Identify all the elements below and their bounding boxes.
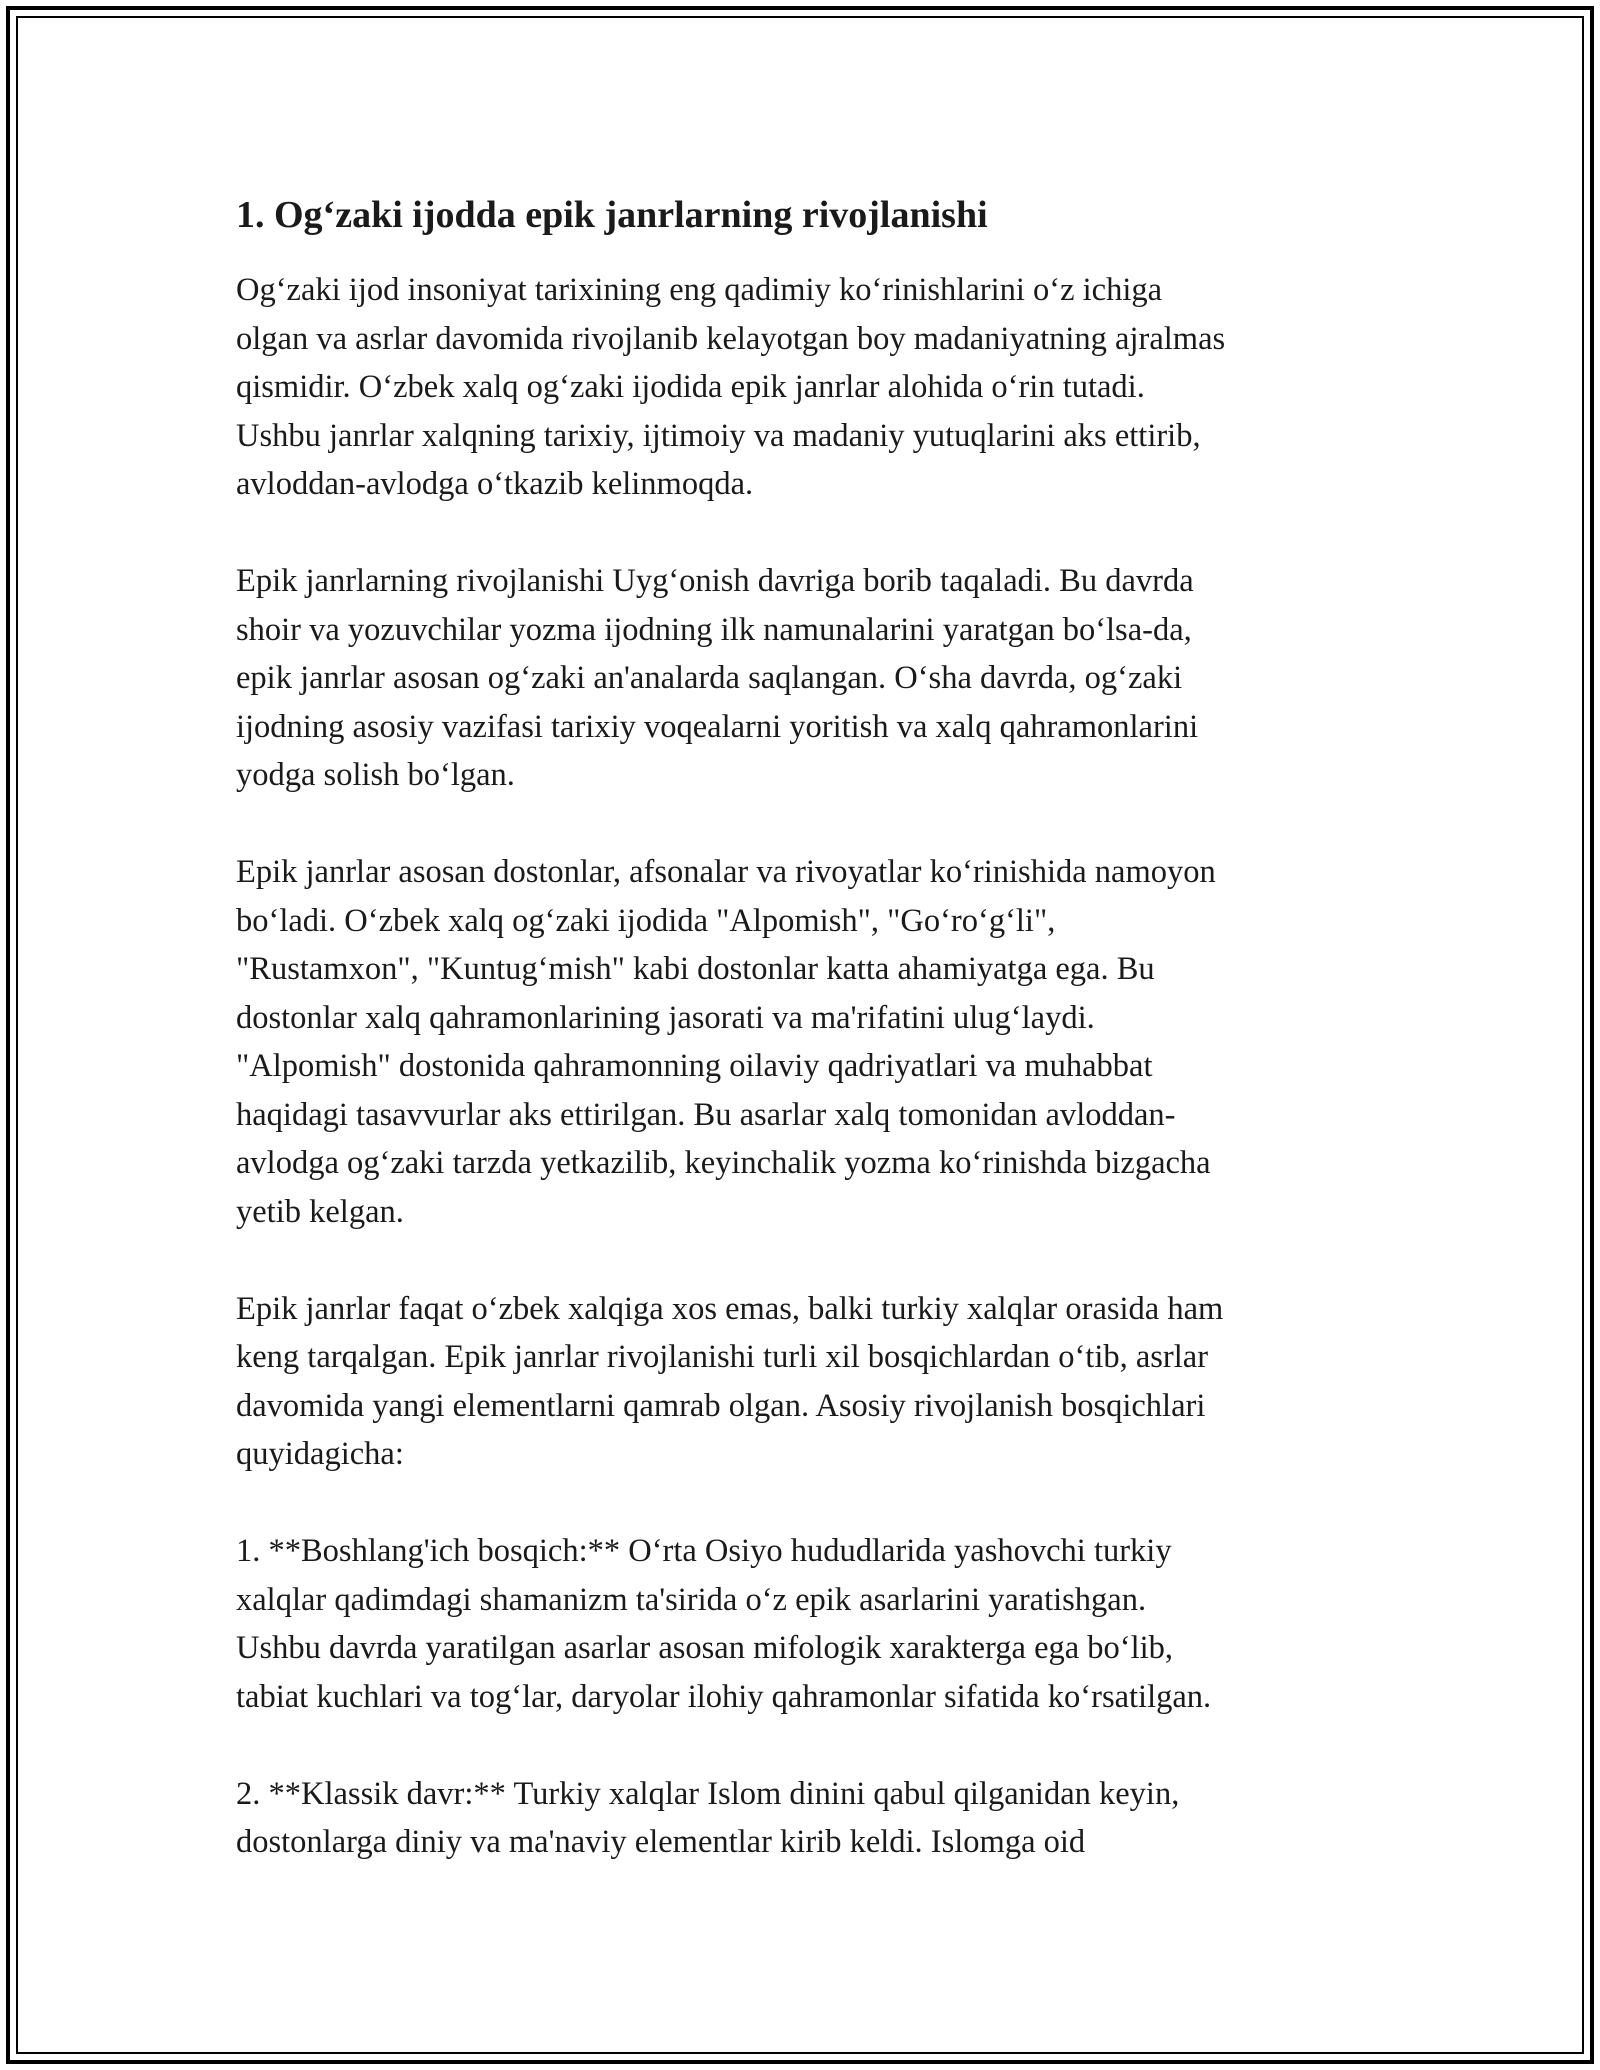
text-line: quyidagicha: bbox=[236, 1436, 404, 1472]
list-item-paragraph bbox=[236, 1770, 1366, 1867]
text-line: Epik janrlar asosan dostonlar, afsonalar va rivoyatlar ko‘rinishida namoyon bbox=[236, 854, 1216, 890]
text-line: dostonlar xalq qahramonlarining jasorati va ma'rifatini ulug‘laydi. bbox=[236, 999, 1095, 1036]
text-line: haqidagi tasavvurlar aks ettirilgan. Bu asarlar xalq tomonidan avloddan- bbox=[236, 1096, 1176, 1133]
text-line: keng tarqalgan. Epik janrlar rivojlanishi turli xil bosqichlardan o‘tib, asrlar bbox=[236, 1339, 1209, 1375]
text-line: 1. **Boshlang'ich bosqich:** O‘rta Osiyo hududlarida yashovchi turkiy bbox=[236, 1533, 1172, 1569]
text-line: epik janrlar asosan og‘zaki an'analarda saqlangan. O‘sha davrda, og‘zaki bbox=[236, 660, 1183, 696]
text-line: Ushbu davrda yaratilgan asarlar asosan mifologik xarakterga ega bo‘lib, bbox=[236, 1630, 1174, 1666]
text-line: xalqlar qadimdagi shamanizm ta'sirida o‘z epik asarlarini yaratishgan. bbox=[236, 1581, 1147, 1618]
document-body bbox=[236, 190, 1366, 1915]
text-line: bo‘ladi. O‘zbek xalq og‘zaki ijodida "Alpomish", "Go‘ro‘g‘li", bbox=[236, 902, 1056, 939]
text-line: qismidir. O‘zbek xalq og‘zaki ijodida epik janrlar alohida o‘rin tutadi. bbox=[236, 369, 1145, 405]
section-heading: 1. Og‘zaki ijodda epik janrlarning rivojlanishi bbox=[236, 194, 988, 236]
paragraph bbox=[236, 266, 1366, 509]
text-line: ijodning asosiy vazifasi tarixiy voqealarni yoritish va xalq qahramonlarini bbox=[236, 708, 1199, 745]
paragraph bbox=[236, 557, 1366, 800]
text-line: yetib kelgan. bbox=[236, 1193, 404, 1230]
text-line: Ushbu janrlar xalqning tarixiy, ijtimoiy va madaniy yutuqlarini aks ettirib, bbox=[236, 417, 1201, 454]
text-line: Og‘zaki ijod insoniyat tarixining eng qadimiy ko‘rinishlarini o‘z ichiga bbox=[236, 272, 1163, 308]
text-line: Epik janrlarning rivojlanishi Uyg‘onish davriga borib taqaladi. Bu davrda bbox=[236, 563, 1194, 599]
text-line: shoir va yozuvchilar yozma ijodning ilk namunalarini yaratgan bo‘lsa-da, bbox=[236, 611, 1192, 648]
text-line: 2. **Klassik davr:** Turkiy xalqlar Islom dinini qabul qilganidan keyin, bbox=[236, 1775, 1180, 1812]
text-line: "Rustamxon", "Kuntug‘mish" kabi dostonlar katta ahamiyatga ega. Bu bbox=[236, 951, 1155, 987]
text-line: olgan va asrlar davomida rivojlanib kelayotgan boy madaniyatning ajralmas bbox=[236, 320, 1226, 357]
paragraph bbox=[236, 848, 1366, 1236]
text-line: yodga solish bo‘lgan. bbox=[236, 757, 515, 793]
text-line: davomida yangi elementlarni qamrab olgan. Asosiy rivojlanish bosqichlari bbox=[236, 1387, 1206, 1424]
text-line: "Alpomish" dostonida qahramonning oilaviy qadriyatlari va muhabbat bbox=[236, 1048, 1153, 1084]
paragraph bbox=[236, 1285, 1366, 1479]
text-line: tabiat kuchlari va tog‘lar, daryolar ilohiy qahramonlar sifatida ko‘rsatilgan. bbox=[236, 1678, 1212, 1715]
text-line: dostonlarga diniy va ma'naviy elementlar kirib keldi. Islomga oid bbox=[236, 1824, 1086, 1860]
list-item-paragraph bbox=[236, 1527, 1366, 1721]
text-line: Epik janrlar faqat o‘zbek xalqiga xos emas, balki turkiy xalqlar orasida ham bbox=[236, 1290, 1224, 1327]
text-line: avloddan-avlodga o‘tkazib kelinmoqda. bbox=[236, 466, 754, 502]
text-line: avlodga og‘zaki tarzda yetkazilib, keyinchalik yozma ko‘rinishda bizgacha bbox=[236, 1145, 1211, 1181]
